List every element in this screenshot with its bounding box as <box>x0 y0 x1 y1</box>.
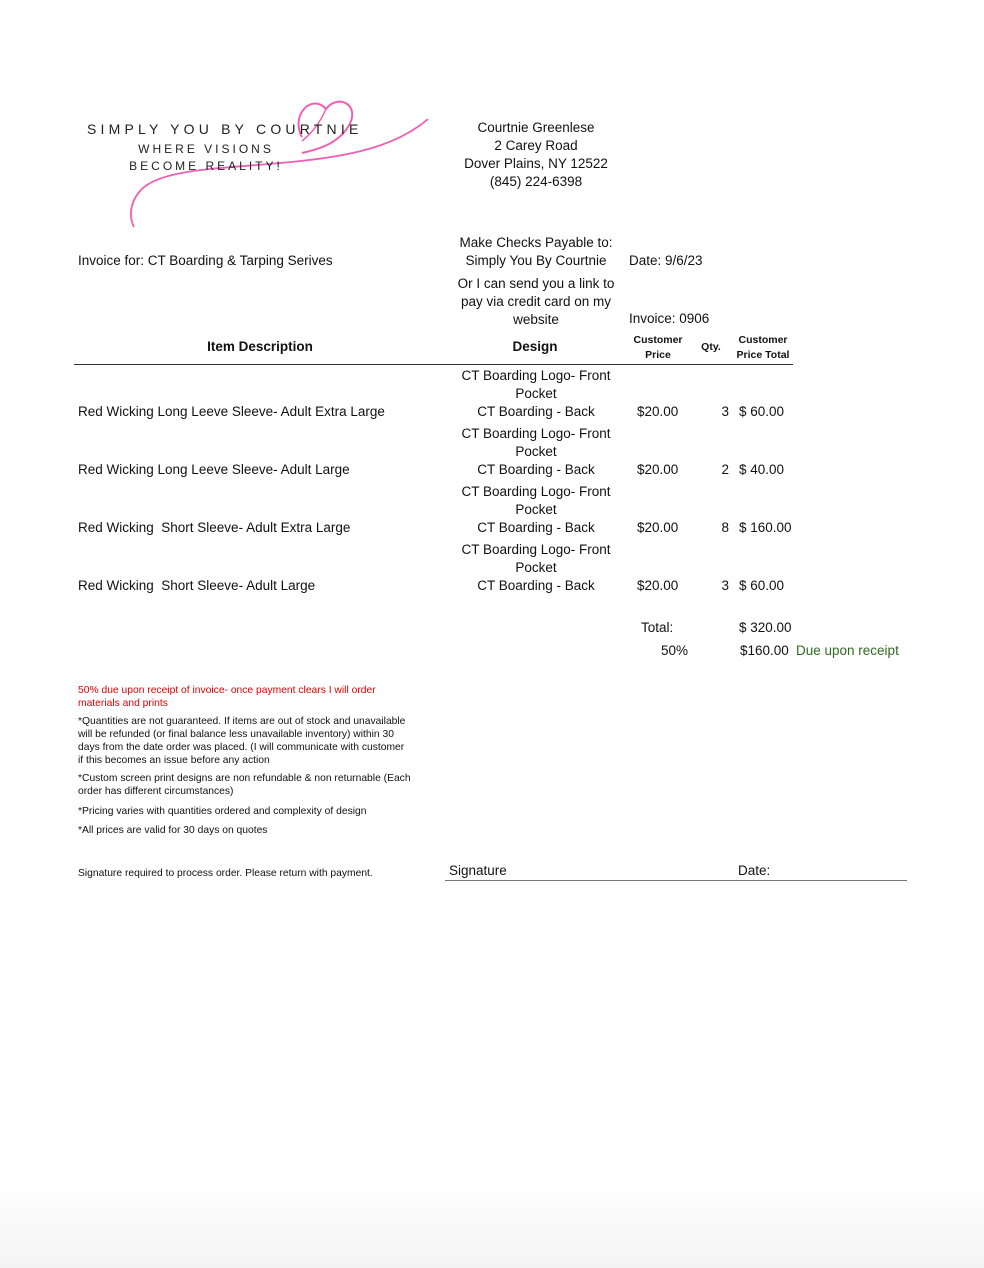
sender-address <box>436 119 636 191</box>
terms-q-line-4: if this becomes an issue before any action <box>78 755 270 766</box>
row-1-qty: 3 <box>721 404 729 419</box>
header-design: Design <box>512 339 558 354</box>
row-4-design-line-2: Pocket <box>515 560 557 575</box>
sender-phone: (845) 224-6398 <box>489 174 583 189</box>
brand-name: SIMPLY YOU BY COURTNIE <box>87 121 363 137</box>
deposit-note: Due upon receipt <box>796 643 899 658</box>
row-2-total: $ 40.00 <box>739 462 785 477</box>
payable-line-2: Simply You By Courtnie <box>465 253 607 268</box>
row-1-design <box>436 367 636 421</box>
row-4-item: Red Wicking Short Sleeve- Adult Large <box>78 578 316 593</box>
terms-c-line-2: order has different circumstances) <box>78 786 234 797</box>
row-1-design-line-3: CT Boarding - Back <box>477 404 595 419</box>
row-3-design-line-2: Pocket <box>515 502 557 517</box>
row-4-price: $20.00 <box>637 578 679 593</box>
header-qty: Qty. <box>701 341 721 353</box>
sender-name: Courtnie Greenlese <box>477 120 595 135</box>
page-bottom-shade <box>0 1178 984 1268</box>
terms-validity: *All prices are valid for 30 days on quotes <box>78 825 268 836</box>
row-2-qty: 2 <box>721 462 729 477</box>
signature-date-label: Date: <box>738 863 771 878</box>
row-4-design <box>436 541 636 595</box>
terms-q-line-2: will be refunded (or final balance less unavailable inventory) within 30 <box>78 729 394 740</box>
invoice-date: Date: 9/6/23 <box>629 253 703 268</box>
deposit-label: 50% <box>661 643 689 658</box>
credit-card-note <box>436 275 636 329</box>
header-total-line-1: Customer <box>738 334 788 346</box>
row-2-design <box>436 425 636 479</box>
payable-block <box>436 234 636 270</box>
row-3-qty: 8 <box>721 520 729 535</box>
row-1-design-line-1: CT Boarding Logo- Front <box>461 368 611 383</box>
total-label: Total: <box>641 620 674 635</box>
row-4-design-line-3: CT Boarding - Back <box>477 578 595 593</box>
signature-label: Signature <box>449 863 507 878</box>
row-1-item: Red Wicking Long Leeve Sleeve- Adult Extra Large <box>78 404 385 419</box>
row-1-total: $ 60.00 <box>739 404 785 419</box>
deposit-value: $160.00 <box>740 643 789 658</box>
row-4-design-line-1: CT Boarding Logo- Front <box>461 542 611 557</box>
invoice-for: Invoice for: CT Boarding & Tarping Serives <box>78 253 333 268</box>
invoice-number: Invoice: 0906 <box>629 311 710 326</box>
row-2-design-line-2: Pocket <box>515 444 557 459</box>
row-3-design <box>436 483 636 537</box>
sender-city: Dover Plains, NY 12522 <box>464 156 608 171</box>
row-2-design-line-3: CT Boarding - Back <box>477 462 595 477</box>
terms-q-line-1: *Quantities are not guaranteed. If items are out of stock and unavailable <box>78 716 406 727</box>
brand-logo <box>80 95 440 235</box>
terms-pricing: *Pricing varies with quantities ordered and complexity of design <box>78 806 367 817</box>
row-1-price: $20.00 <box>637 404 679 419</box>
terms-q-line-3: days from the date order was placed. (I will communicate with customer <box>78 742 405 753</box>
row-4-total: $ 60.00 <box>739 578 785 593</box>
row-3-total: $ 160.00 <box>739 520 792 535</box>
header-price-total <box>728 333 798 363</box>
signature-line[interactable] <box>445 880 907 881</box>
terms-red-line-1: 50% due upon receipt of invoice- once payment clears I will order <box>78 685 376 696</box>
row-2-design-line-1: CT Boarding Logo- Front <box>461 426 611 441</box>
header-customer-price <box>623 333 693 363</box>
signature-instruction: Signature required to process order. Please return with payment. <box>78 868 373 879</box>
header-price-line-2: Price <box>645 349 671 361</box>
brand-tagline-2: BECOME REALITY! <box>129 159 283 173</box>
header-item-description: Item Description <box>207 339 313 354</box>
terms-payment-note <box>78 684 458 710</box>
terms-c-line-1: *Custom screen print designs are non refundable & non returnable (Each <box>78 773 411 784</box>
row-3-design-line-1: CT Boarding Logo- Front <box>461 484 611 499</box>
row-1-design-line-2: Pocket <box>515 386 557 401</box>
credit-note-line-3: website <box>513 312 559 327</box>
row-2-price: $20.00 <box>637 462 679 477</box>
row-2-item: Red Wicking Long Leeve Sleeve- Adult Large <box>78 462 350 477</box>
row-3-price: $20.00 <box>637 520 679 535</box>
row-4-qty: 3 <box>721 578 729 593</box>
credit-note-line-2: pay via credit card on my <box>460 294 612 309</box>
credit-note-line-1: Or I can send you a link to <box>457 276 615 291</box>
terms-quantities <box>78 715 458 767</box>
sender-street: 2 Carey Road <box>494 138 578 153</box>
payable-line-1: Make Checks Payable to: <box>459 235 613 250</box>
header-total-line-2: Price Total <box>736 349 790 361</box>
total-value: $ 320.00 <box>739 620 792 635</box>
header-divider <box>74 364 793 365</box>
terms-custom-designs <box>78 772 458 798</box>
header-price-line-1: Customer <box>633 334 683 346</box>
row-3-item: Red Wicking Short Sleeve- Adult Extra Large <box>78 520 351 535</box>
row-3-design-line-3: CT Boarding - Back <box>477 520 595 535</box>
brand-tagline-1: WHERE VISIONS <box>138 142 274 156</box>
terms-red-line-2: materials and prints <box>78 698 168 709</box>
